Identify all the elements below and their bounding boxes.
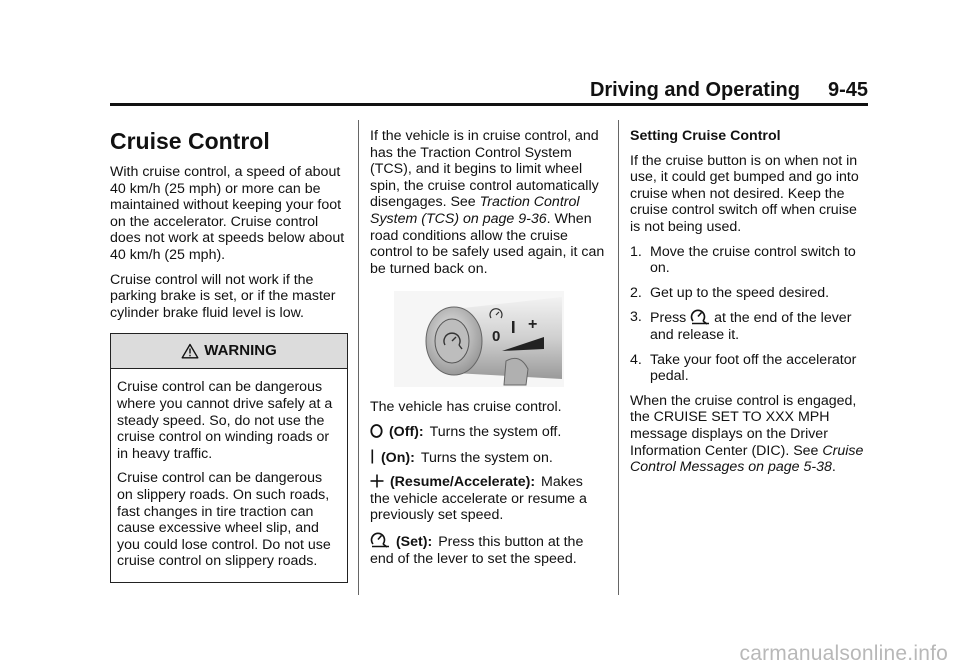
- step-text: Press at the end of the lever and release it.: [650, 310, 852, 343]
- control-on: [370, 449, 606, 467]
- step-text: Move the cruise control switch to on.: [650, 243, 856, 277]
- column-1: [110, 128, 348, 583]
- step-number: 1.: [630, 243, 642, 260]
- control-label: (Resume/Accelerate):: [389, 474, 536, 491]
- step-number: 3.: [630, 309, 642, 326]
- watermark: carmanualsonline.info: [739, 642, 948, 665]
- warning-paragraph: Cruise control can be dangerous on slippery roads. On such roads, fast changes in tire traction can cause excessive wheel slip, and you could lose control. Do not use cruise control on slippery roads.: [117, 470, 331, 570]
- warning-header: [111, 334, 347, 369]
- paragraph: If the vehicle is in cruise control, and has the Traction Control System (TCS), and it begins to limit wheel spin, the cruise control automatically disengages. See Traction Control System (TCS) on page 9-36. When road conditions allow the cruise control to be safely used again, it can be turned back on.: [370, 128, 605, 277]
- cross-reference-link[interactable]: Traction Control System (TCS) on page 9-36: [370, 194, 580, 227]
- warning-box: [110, 333, 348, 583]
- control-resume-accelerate: [370, 474, 606, 524]
- list-item: [630, 244, 870, 277]
- svg-text:0: 0: [492, 328, 501, 346]
- warning-triangle-icon: [181, 343, 199, 359]
- control-text: Press this button at the end of the lever to set the speed.: [370, 533, 584, 567]
- column-2: [370, 128, 606, 575]
- off-circle-icon: [370, 424, 383, 438]
- column-divider: [358, 120, 359, 595]
- header-rule: [110, 103, 868, 106]
- warning-body: [111, 369, 347, 582]
- paragraph: When the cruise control is engaged, the CRUISE SET TO XXX MPH message displays on the Driver Information Center (DIC). See Cruise Control Messages on page 5-38.: [630, 392, 864, 476]
- paragraph: Cruise control will not work if the parking brake is set, or if the master cylinder brake fluid level is low.: [110, 271, 336, 321]
- page-number: 9-45: [827, 79, 868, 101]
- svg-text:+: +: [528, 316, 538, 334]
- page-header: [110, 76, 868, 102]
- control-set: [370, 532, 606, 567]
- section-heading: Cruise Control: [110, 128, 270, 154]
- cruise-control-lever-image: [394, 291, 564, 387]
- control-label: (On):: [380, 449, 415, 466]
- control-label: (Set):: [395, 533, 433, 550]
- warning-label: WARNING: [204, 342, 277, 360]
- warning-paragraph: Cruise control can be dangerous where you cannot drive safely at a steady speed. So, do not use the cruise control on winding roads or in heavy traffic.: [117, 379, 333, 462]
- control-text: Makes the vehicle accelerate or resume a previously set speed.: [370, 474, 587, 524]
- set-speedometer-icon: [370, 532, 390, 548]
- on-bar-icon: [370, 449, 375, 464]
- set-speedometer-icon: [690, 309, 710, 325]
- subsection-heading: Setting Cruise Control: [630, 128, 781, 144]
- paragraph: The vehicle has cruise control.: [370, 399, 562, 416]
- steps-list: [630, 244, 870, 385]
- paragraph: If the cruise button is on when not in use, it could get bumped and go into cruise when not desired. Keep the cruise control switch off when cruise is not being used.: [630, 152, 859, 235]
- step-text: Get up to the speed desired.: [650, 284, 830, 301]
- control-label: (Off):: [388, 423, 424, 440]
- column-3: [630, 128, 870, 484]
- step-number: 4.: [630, 351, 642, 368]
- control-text: Turns the system off.: [429, 423, 562, 440]
- step-number: 2.: [630, 284, 642, 301]
- cross-reference-link[interactable]: Cruise Control Messages on page 5-38: [630, 442, 864, 476]
- plus-icon: [370, 474, 384, 488]
- list-item: [630, 309, 870, 343]
- list-item: [630, 285, 870, 302]
- paragraph: With cruise control, a speed of about 40 km/h (25 mph) or more can be maintained without keeping your foot on the accelerator. Cruise control does not work at speeds below about 40 km/h (25 mph).: [110, 164, 345, 263]
- control-text: Turns the system on.: [420, 449, 553, 466]
- step-text: Take your foot off the accelerator pedal.: [650, 351, 857, 385]
- control-off: [370, 424, 606, 441]
- list-item: [630, 352, 870, 385]
- section-title: Driving and Operating: [589, 79, 800, 101]
- column-divider: [618, 120, 619, 595]
